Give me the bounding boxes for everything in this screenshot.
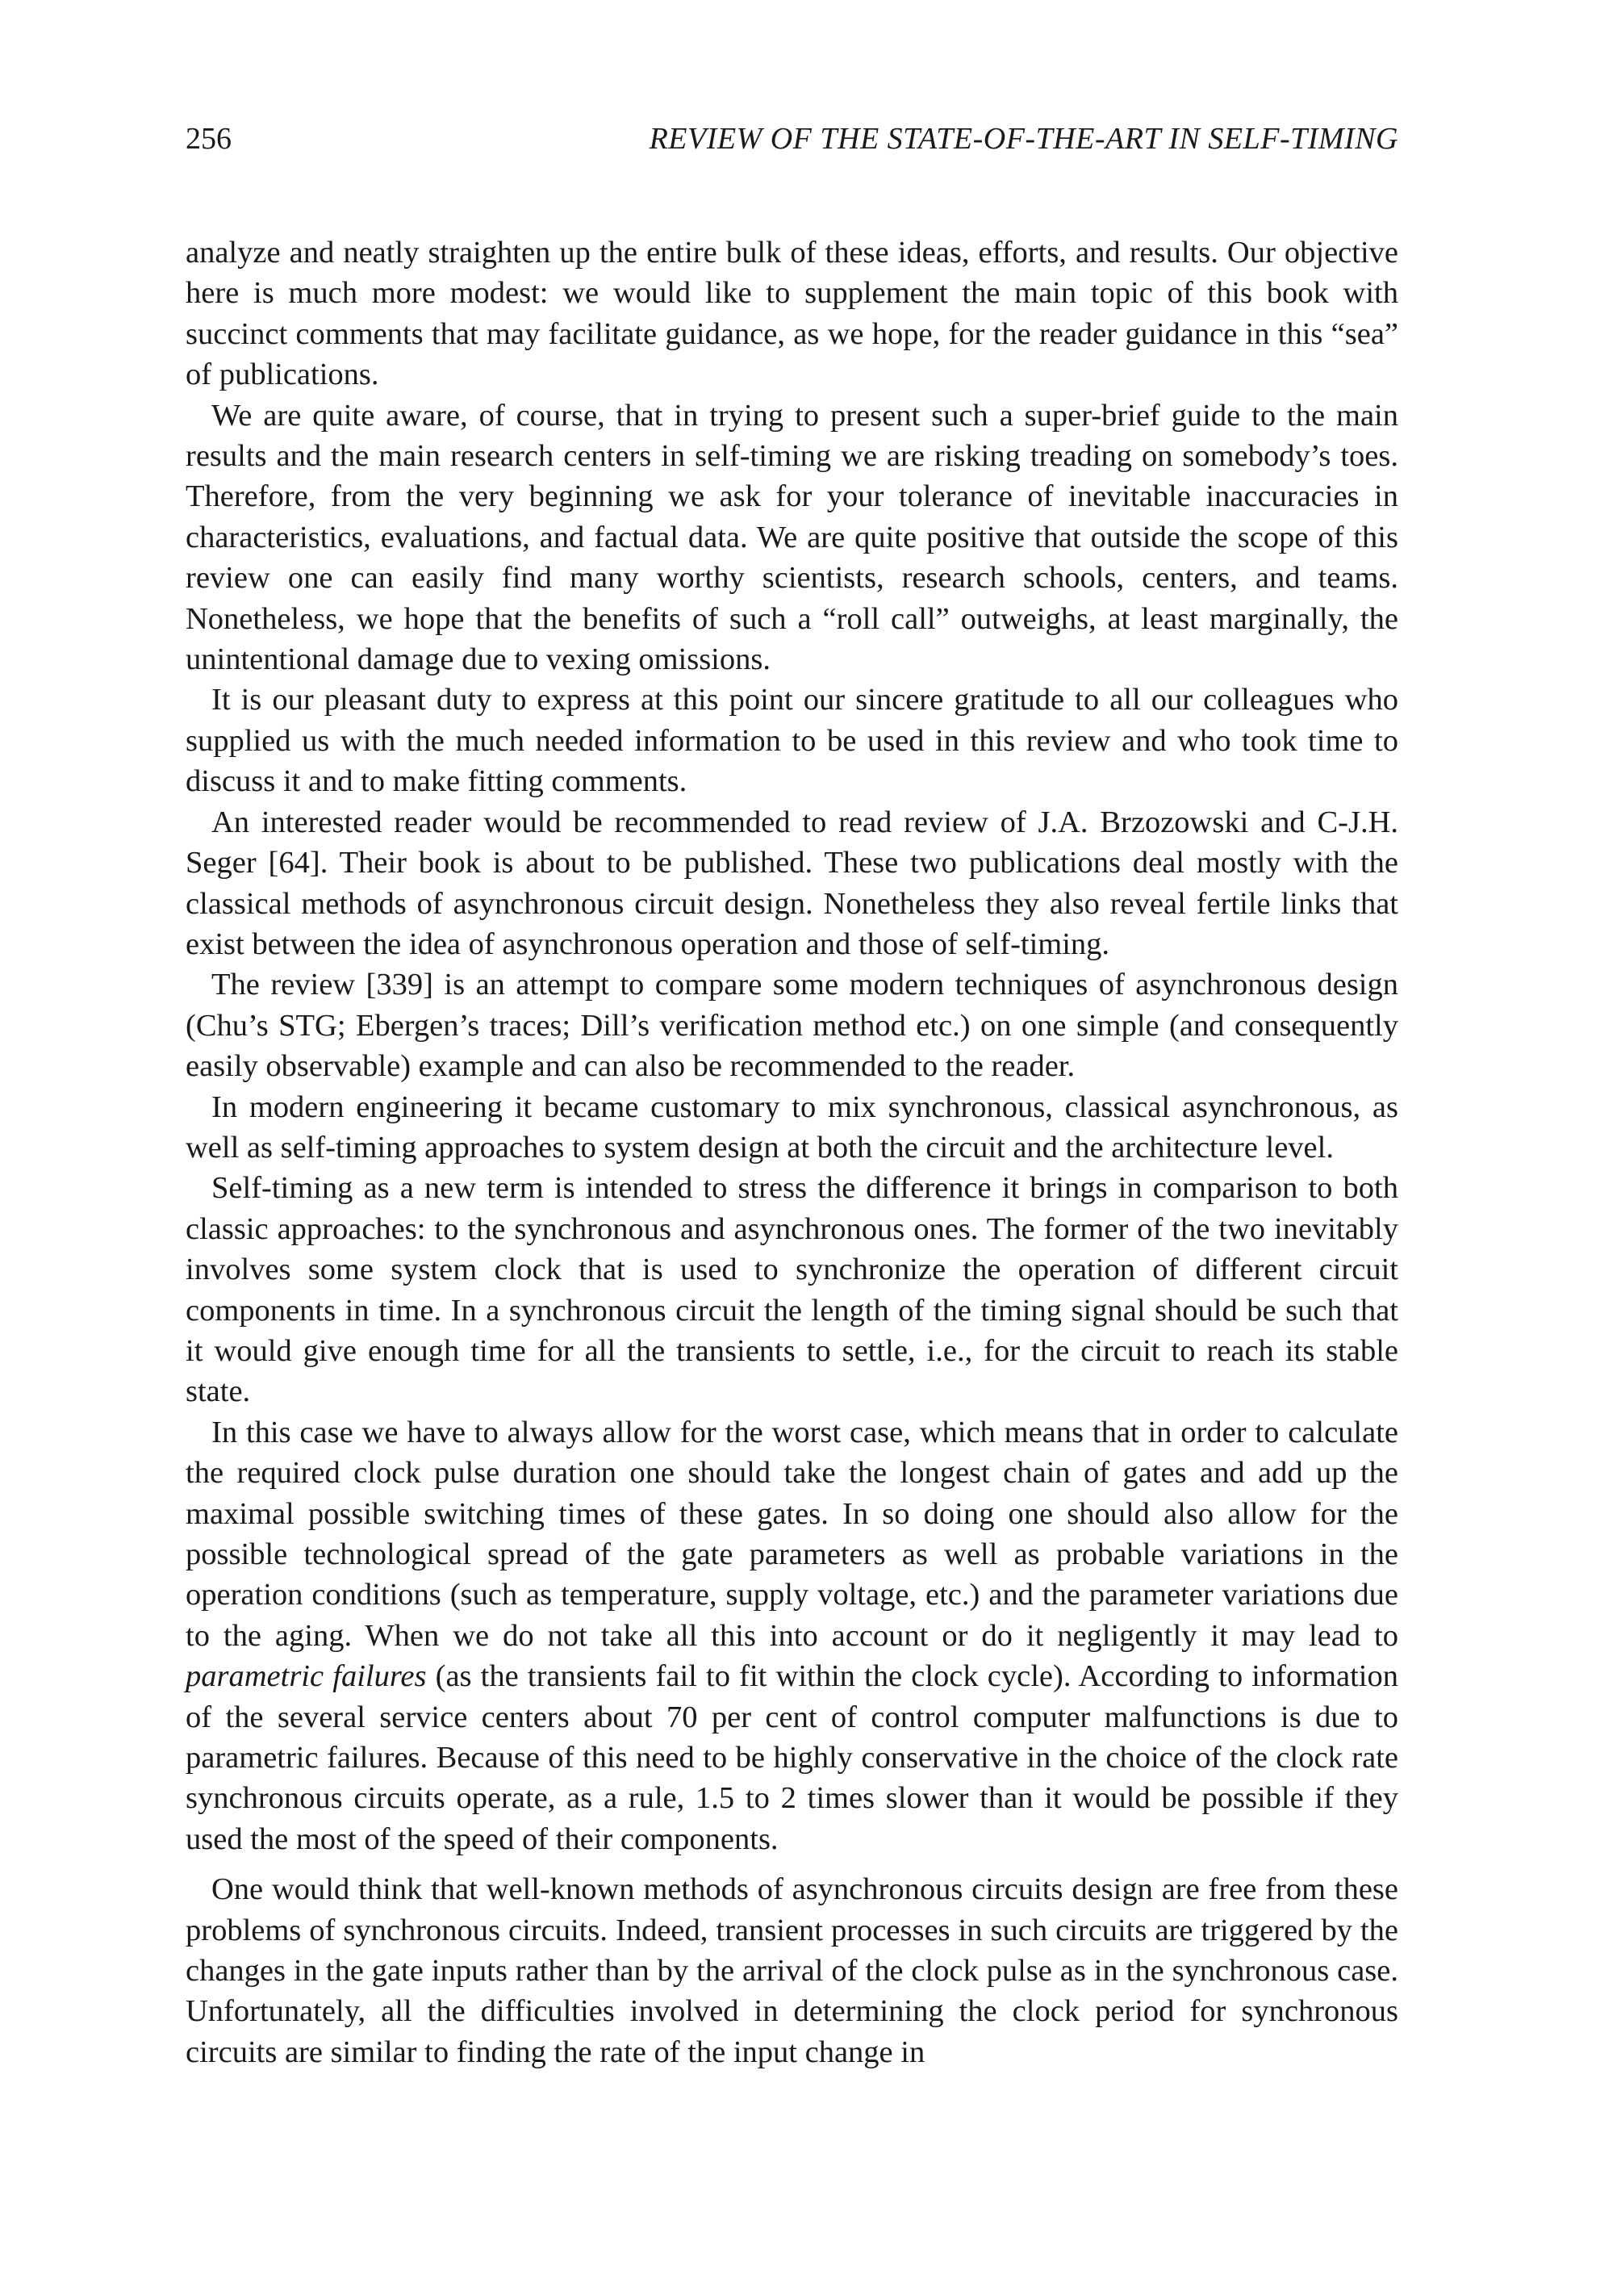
page-number: 256 — [186, 122, 232, 156]
paragraph-8-after: (as the transients fail to fit within the clock cycle). According to information of the several service centers about 70 per cent of control computer malfunctions is due to parametric failures. Because of this need to be highly conservative in the choice of the clock rate synchronous circuits operate, as a rule, 1.5 to 2 times slower than it would be possible if they used the most of the speed of their components. — [186, 1659, 1398, 1856]
body-text — [186, 232, 1398, 2072]
paragraph-8 — [186, 1412, 1398, 1859]
running-title: REVIEW OF THE STATE-OF-THE-ART IN SELF-TIMING — [649, 122, 1398, 156]
paragraph-4: An interested reader would be recommended to read review of J.A. Brzozowski and C-J.H. Seger [64]. Their book is about to be published. These two publications deal mostly with the classical methods of asynchronous circuit design. Nonetheless they also reveal fertile links that exist between the idea of asynchronous operation and those of self-timing. — [186, 805, 1398, 961]
paragraph-5: The review [339] is an attempt to compare some modern techniques of asynchronous design (Chu’s STG; Ebergen’s traces; Dill’s verification method etc.) on one simple (and consequently easily observable) example and can also be recommended to the reader. — [186, 968, 1398, 1084]
page-header — [186, 121, 1398, 169]
paragraph-8-before: In this case we have to always allow for the worst case, which means that in order to calculate the required clock pulse duration one should take the longest chain of gates and add up the maximal possible switching times of these gates. In so doing one should also allow for the possible technological spread of the gate parameters as well as probable variations in the operation conditions (such as temperature, supply voltage, etc.) and the parameter variations due to the aging. When we do not take all this into account or do it negligently it may lead to — [186, 1415, 1398, 1653]
paragraph-9: One would think that well-known methods of asynchronous circuits design are free from these problems of synchronous circuits. Indeed, transient processes in such circuits are triggered by the changes in the gate inputs rather than by the arrival of the clock pulse as in the synchronous case. Unfortunately, all the difficulties involved in determining the clock period for synchronous circuits are similar to finding the rate of the input change in — [186, 1872, 1398, 2069]
paragraph-1: analyze and neatly straighten up the entire bulk of these ideas, efforts, and results. Our objective here is much more modest: we would like to supplement the main topic of this book with succinct comments that may facilitate guidance, as we hope, for the reader guidance in this “sea” of publications. — [186, 236, 1398, 392]
paragraph-7: Self-timing as a new term is intended to stress the difference it brings in comparison to both classic approaches: to the synchronous and asynchronous ones. The former of the two inevitably involves some system clock that is used to synchronize the operation of different circuit components in time. In a synchronous circuit the length of the timing signal should be such that it would give enough time for all the transients to settle, i.e., for the circuit to reach its stable state. — [186, 1171, 1398, 1409]
parametric-failures-term: parametric failures — [186, 1659, 427, 1694]
paragraph-3: It is our pleasant duty to express at this point our sincere gratitude to all our colleagues who supplied us with the much needed information to be used in this review and who took time to discuss it and to make fitting comments. — [186, 683, 1398, 799]
paragraph-6: In modern engineering it became customary to mix synchronous, classical asynchronous, as well as self-timing approaches to system design at both the circuit and the architecture level. — [186, 1089, 1398, 1165]
paragraph-2: We are quite aware, of course, that in trying to present such a super-brief guide to the main results and the main research centers in self-timing we are risking treading on somebody’s toes. Therefore, from the very beginning we ask for your tolerance of inevitable inaccuracies in characteristics, evaluations, and factual data. We are quite positive that outside the scope of this review one can easily find many worthy scientists, research schools, centers, and teams. Nonetheless, we hope that the benefits of such a “roll call” outweighs, at least marginally, the unintentional damage due to vexing omissions. — [186, 398, 1398, 677]
